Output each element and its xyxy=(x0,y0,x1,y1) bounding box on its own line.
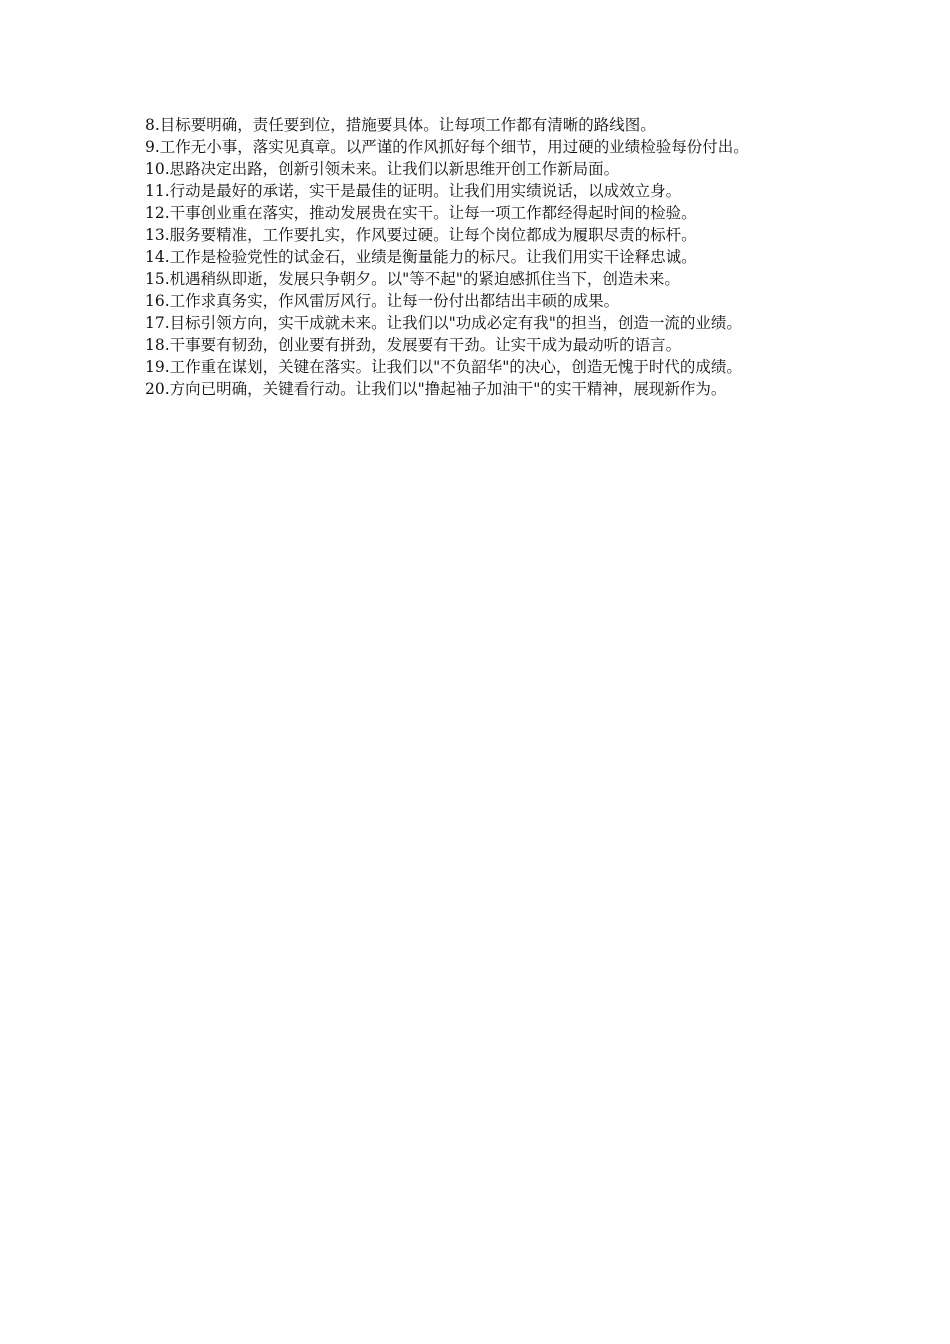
paragraph-12: 12.干事创业重在落实，推动发展贵在实干。让每一项工作都经得起时间的检验。 xyxy=(145,204,697,222)
paragraph-10: 10.思路决定出路，创新引领未来。让我们以新思维开创工作新局面。 xyxy=(145,160,620,178)
paragraph-13: 13.服务要精准，工作要扎实，作风要过硬。让每个岗位都成为履职尽责的标杆。 xyxy=(145,226,697,244)
paragraph-17: 17.目标引领方向，实干成就未来。让我们以"功成必定有我"的担当，创造一流的业绩。 xyxy=(145,314,742,332)
paragraph-20: 20.方向已明确，关键看行动。让我们以"撸起袖子加油干"的实干精神，展现新作为。 xyxy=(145,380,727,398)
paragraph-18: 18.干事要有韧劲，创业要有拼劲，发展要有干劲。让实干成为最动听的语言。 xyxy=(145,336,682,354)
paragraph-16: 16.工作求真务实，作风雷厉风行。让每一份付出都结出丰硕的成果。 xyxy=(145,292,620,310)
paragraph-15: 15.机遇稍纵即逝，发展只争朝夕。以"等不起"的紧迫感抓住当下，创造未来。 xyxy=(145,270,680,288)
paragraph-11: 11.行动是最好的承诺，实干是最佳的证明。让我们用实绩说话，以成效立身。 xyxy=(145,182,682,200)
paragraph-19: 19.工作重在谋划，关键在落实。让我们以"不负韶华"的决心，创造无愧于时代的成绩。 xyxy=(145,358,742,376)
paragraph-8: 8.目标要明确，责任要到位，措施要具体。让每项工作都有清晰的路线图。 xyxy=(145,116,656,134)
paragraph-14: 14.工作是检验党性的试金石，业绩是衡量能力的标尺。让我们用实干诠释忠诚。 xyxy=(145,248,697,266)
document-body xyxy=(114,114,836,400)
paragraph-9: 9.工作无小事，落实见真章。以严谨的作风抓好每个细节，用过硬的业绩检验每份付出。 xyxy=(145,138,749,156)
